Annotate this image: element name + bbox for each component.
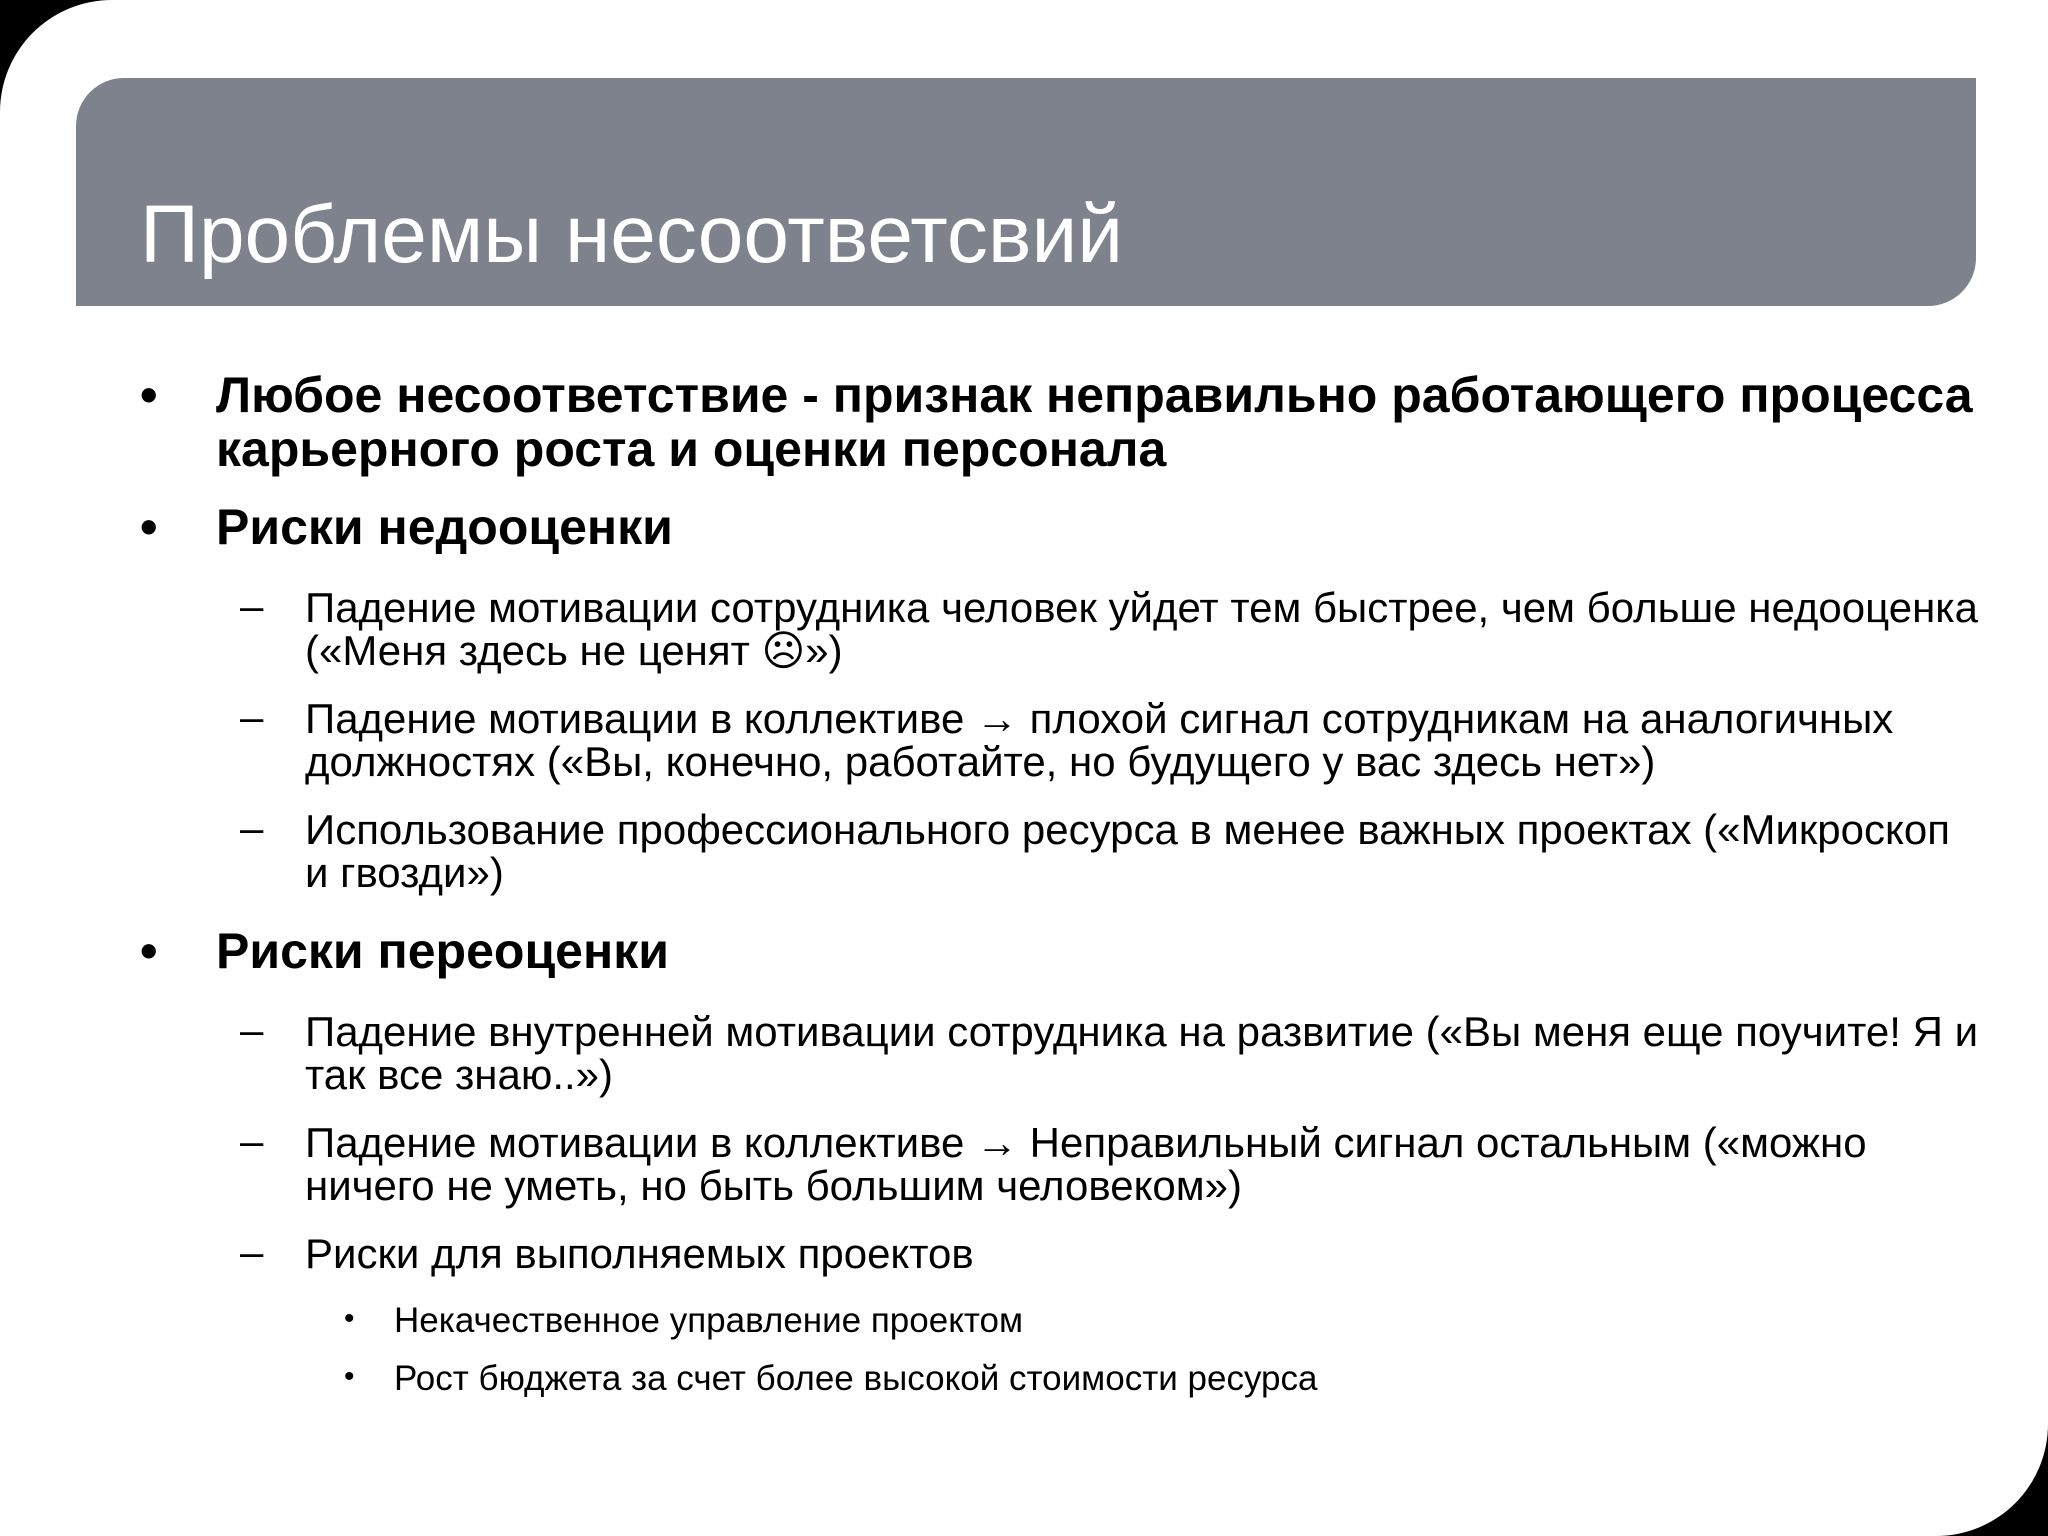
sub-sub-bullet-text: Некачественное управление проектом xyxy=(394,1301,1024,1340)
sub-bullet-text: Использование профессионального ресурса в менее важных проектах («Микроскоп и гвозди») xyxy=(305,806,1950,896)
sub-bullet-text: Падение мотивации в коллективе → Неправильный сигнал остальным («можно ничего не уметь, но быть большим человеком») xyxy=(305,1119,1867,1209)
bullet-text: Риски недооценки xyxy=(216,499,673,555)
bullet-text: Любое несоответствие - признак неправильно работающего процесса карьерного роста и оценки персонала xyxy=(216,367,1973,477)
bullet-marker: • xyxy=(344,1360,355,1393)
dash-marker: – xyxy=(240,693,264,740)
bullet-item xyxy=(0,500,2048,554)
sub-sub-bullet-item xyxy=(0,1359,2048,1399)
sub-bullet-text: Падение внутренней мотивации сотрудника на развитие («Вы меня еще поучите! Я и так все знаю..») xyxy=(305,1008,1979,1098)
sub-bullet-item xyxy=(0,1228,2048,1277)
bullet-marker: • xyxy=(140,923,158,979)
sub-bullet-item xyxy=(0,1006,2048,1098)
bullet-marker: • xyxy=(140,367,158,423)
sub-bullet-item xyxy=(0,693,2048,785)
bullet-text: Риски переоценки xyxy=(216,923,669,979)
bullet-marker: • xyxy=(344,1302,355,1335)
sub-sub-bullet-text: Рост бюджета за счет более высокой стоимости ресурса xyxy=(394,1359,1318,1398)
sub-bullet-item xyxy=(0,804,2048,896)
dash-marker: – xyxy=(240,804,264,851)
sub-bullet-item xyxy=(0,582,2048,674)
bullet-marker: • xyxy=(140,499,158,555)
dash-marker: – xyxy=(240,1228,264,1275)
sub-sub-bullet-item xyxy=(0,1301,2048,1341)
bullet-item xyxy=(0,924,2048,978)
bullet-item xyxy=(0,368,2048,476)
sub-bullet-text: Риски для выполняемых проектов xyxy=(305,1230,974,1277)
sub-bullet-text: Падение мотивации в коллективе → плохой сигнал сотрудникам на аналогичных должностях («Вы, конечно, работайте, но будущего у вас здесь нет») xyxy=(305,695,1894,785)
slide-title: Проблемы несоответсвий xyxy=(140,189,1124,280)
sub-bullet-item xyxy=(0,1117,2048,1209)
dash-marker: – xyxy=(240,1006,264,1053)
sub-bullet-text: Падение мотивации сотрудника человек уйдет тем быстрее, чем больше недооценка («Меня здесь не ценят ☹») xyxy=(305,584,1978,674)
dash-marker: – xyxy=(240,1117,264,1164)
slide-content xyxy=(0,360,2048,1399)
dash-marker: – xyxy=(240,582,264,629)
